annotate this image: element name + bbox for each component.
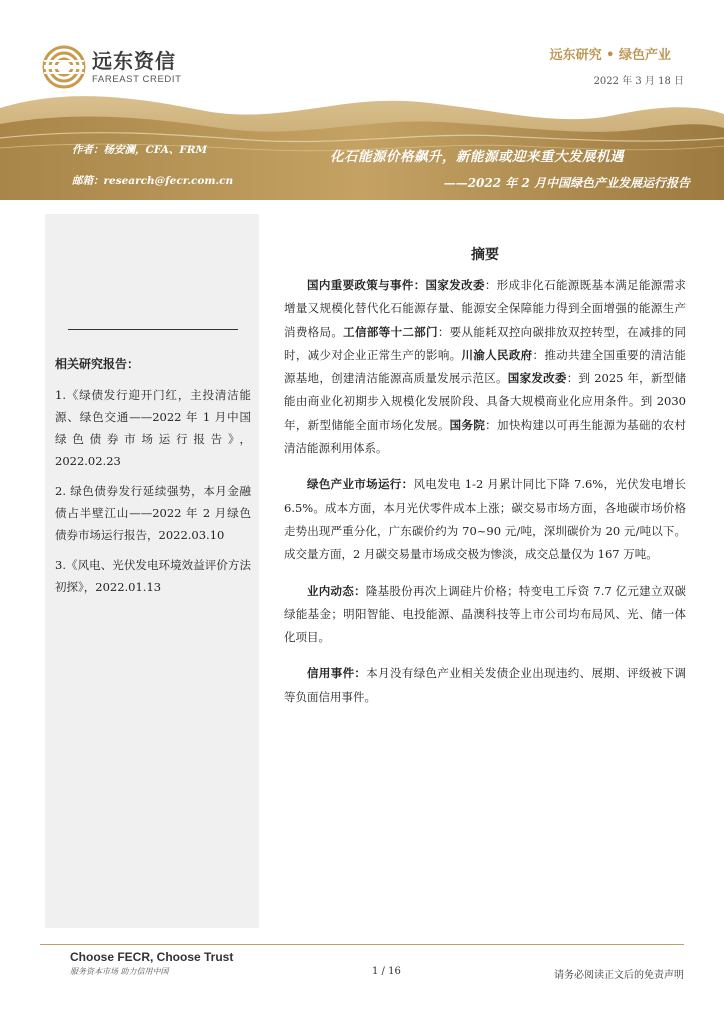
sidebar-divider [68,329,238,330]
industry-label: 业内动态： [307,583,366,598]
fecr-logo [42,45,182,89]
policy-label: 国内重要政策与事件：国家发改委 [307,278,485,292]
policy-text: ：推动共建全国重要的清洁能源基地，创建清洁能源高质量发展示范区。 [284,347,686,386]
page-number: 1 / 16 [372,966,401,977]
report-title: 化石能源价格飙升，新能源或迎来重大发展机遇 [330,149,624,165]
policy-label: 川渝人民政府 [461,347,533,362]
related-report-item[interactable]: 2. 绿色债券发行延续强势，本月金融债占半壁江山——2022 年 2 月绿色债券市场运行报告，2022.03.10 [55,484,251,542]
credit-label: 信用事件： [307,666,367,681]
policy-events-paragraph [284,274,686,460]
author-info: 作者：杨安澜，CFA、FRM [72,144,208,156]
market-text: 风电发电 1-2 月累计同比下降 7.6%，光伏发电增长 6.5%。成本方面，本月光伏零件成本上涨；碳交易市场方面，各地碳市场价格走势出现严重分化，广东碳价约为 70~90 元/吨，深圳碳价为 20 元/吨以下。成交量方面，2 月碳交易量市场成交极为惨淡，成交总量仅为 167 万吨。 [284,477,687,562]
credit-events-paragraph [284,662,686,709]
credit-text: 本月没有绿色产业相关发债企业出现违约、展期、评级被下调等负面信用事件。 [284,666,687,704]
report-date: 2022 年 3 月 18 日 [593,76,684,87]
summary-title: 摘要 [471,247,499,263]
related-report-item[interactable]: 3.《风电、光伏发电环境效益评价方法初探》，2022.01.13 [55,558,251,594]
footer-divider [40,944,684,945]
industry-news-paragraph [284,580,686,650]
logo-name-en: FAREAST CREDIT [92,73,182,85]
fecr-logo-icon [42,45,86,89]
related-report-item[interactable]: 1.《绿债发行迎开门红，主投清洁能源、绿色交通——2022 年 1 月中国绿色债券市场运行报告》，2022.02.23 [55,388,251,468]
policy-text: ：加快构建以可再生能源为基础的农村清洁能源利用体系。 [284,417,687,456]
footer-slogan: Choose FECR, Choose Trust [70,950,234,964]
report-subtitle: ——2022 年 2 月中国绿色产业发展运行报告 [443,176,690,190]
policy-label: 工信部等十二部门 [343,324,438,339]
policy-text: ：形成非化石能源既基本满足能源需求增量又规模化替代化石能源存量、能源安全保障能力得到全面增强的能源生产消费格局。 [284,278,687,339]
footer-disclaimer[interactable]: 请务必阅读正文后的免责声明 [554,970,684,981]
logo-name-cn: 远东资信 [92,48,176,73]
related-reports-sidebar [45,214,259,928]
report-series: 远东研究 • 绿色产业 [549,48,671,63]
policy-text: ：到 2025 年，新型储能由商业化初期步入规模化发展阶段、具备大规模商业化应用条件。到 2030 年，新型储能全面市场化发展。 [284,371,687,432]
author-email: 邮箱：research@fecr.com.cn [72,175,234,187]
summary-section [284,244,686,722]
policy-label: 国务院 [449,417,486,432]
related-reports-heading: 相关研究报告： [55,357,140,371]
industry-text: 隆基股份再次上调硅片价格；特变电工斥资 7.7 亿元建立双碳绿能基金；明阳智能、电投能源、晶澳科技等上市公司均布局风、光、储一体化项目。 [284,583,686,645]
footer-slogan-cn: 服务资本市场 助力信用中国 [70,967,169,976]
market-label: 绿色产业市场运行： [307,477,414,492]
market-operation-paragraph [284,473,686,566]
policy-text: ：要从能耗双控向碳排放双控转型，在减排的同时，减少对企业正常生产的影响。 [284,324,687,362]
policy-label: 国家发改委 [507,371,567,386]
